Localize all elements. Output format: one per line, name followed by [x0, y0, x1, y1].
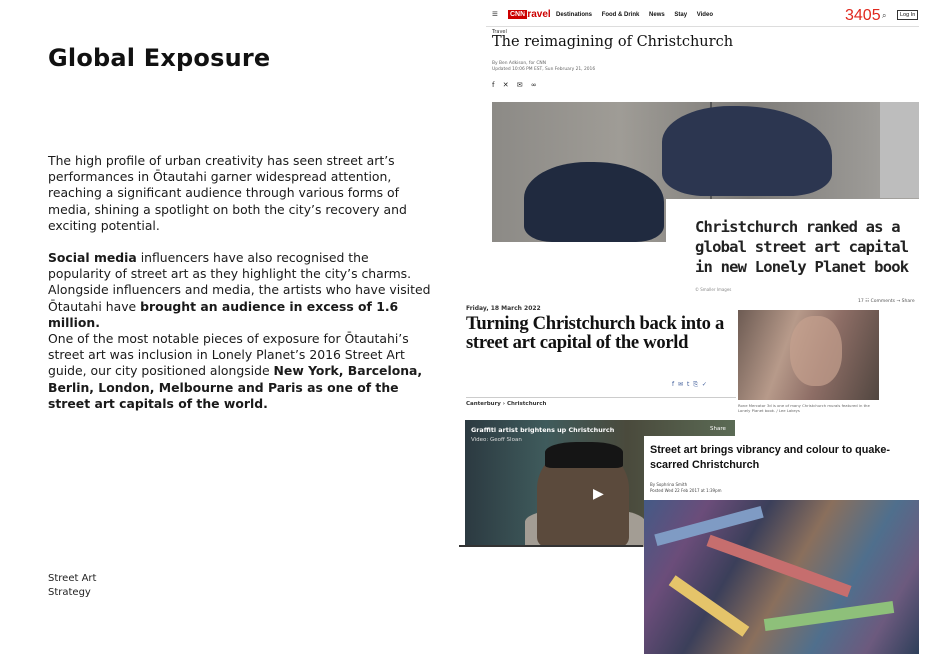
- stuff-author: By Sophrina Smith: [650, 482, 688, 487]
- woman-mural-photo: [738, 310, 879, 400]
- social-media-lead: Social media: [48, 250, 137, 265]
- mural-stripe: [706, 535, 851, 598]
- lonely-planet-headline: Christchurch ranked as a global street art capital in new Lonely Planet book: [695, 218, 909, 276]
- play-icon: ▶: [593, 486, 604, 502]
- mural-article-clipping: [738, 296, 920, 418]
- stuff-article-clipping: [644, 436, 919, 654]
- mural-face-image: [790, 316, 842, 386]
- nav-news: News: [649, 12, 665, 18]
- share-icons: f ✕ ✉ ∞: [492, 81, 540, 89]
- video-progress-bar: [459, 545, 643, 547]
- social-media-paragraph: [48, 250, 432, 331]
- footer-line-1: Street Art: [48, 573, 97, 584]
- colourful-mural-photo: [644, 500, 919, 654]
- press-headline: Turning Christchurch back into a street art capital of the world: [466, 313, 725, 353]
- login-button: Log In: [897, 10, 918, 20]
- press-article-clipping: [458, 297, 740, 417]
- mural-stripe: [669, 575, 750, 636]
- video-credit: Video: Geoff Sloan: [471, 437, 522, 443]
- nav-destinations: Destinations: [556, 12, 593, 18]
- lonely-planet-paragraph: [48, 331, 432, 412]
- cnn-section-name: travel: [524, 9, 551, 20]
- stuff-headline: Street art brings vibrancy and colour to quake-scarred Christchurch: [650, 444, 890, 471]
- menu-icon: ≡: [492, 9, 498, 20]
- artist-cap-image: [545, 442, 623, 468]
- page-number: 3405: [845, 7, 881, 24]
- elephant-left-image: [524, 162, 664, 242]
- footer-line-2: Strategy: [48, 587, 91, 598]
- page-title: Global Exposure: [48, 44, 271, 72]
- capitals-highlight: New York, Barcelona, Berlin, London, Melbourne and Paris as one of the street art capitals of the world.: [48, 363, 423, 411]
- lonely-planet-text: One of the most notable pieces of exposure for Ōtautahi’s street art was inclusion in Lonely Planet’s 2016 Street Art guide, our city positioned alongside: [48, 331, 409, 379]
- cnn-byline: [492, 61, 595, 73]
- photo-caption: Rone Mercator 3d is one of many Christchurch murals featured in the Lonely Planet book. / Lee Lakeys: [738, 403, 870, 413]
- audience-highlight: brought an audience in excess of 1.6 million.: [48, 298, 399, 330]
- intro-paragraph: The high profile of urban creativity has seen street art’s performances in Ōtautahi garner widespread attention, reaching a significant audience through various forms of media, shining a spotlight on both the city’s recovery and exciting potential.: [48, 153, 407, 233]
- video-title: Graffiti artist brightens up Christchurch: [471, 426, 615, 434]
- cnn-navbar: [486, 6, 919, 27]
- press-share-icons: f ✉ t ⎘ ✓: [672, 381, 708, 388]
- comments-share-bar: 17 ☷ Comments → Share: [858, 299, 915, 304]
- cnn-nav-links: [556, 12, 721, 18]
- cnn-author: By Ben Adkison, for CNN: [492, 61, 546, 66]
- nav-food-drink: Food & Drink: [601, 12, 640, 18]
- nav-stay: Stay: [674, 12, 688, 18]
- search-icon: ⌕: [882, 11, 887, 20]
- press-date: Friday, 18 March 2022: [466, 305, 541, 312]
- stuff-byline: [650, 482, 722, 494]
- video-share-button: Share: [710, 426, 726, 432]
- cnn-headline: The reimagining of Christchurch: [492, 34, 734, 50]
- lonely-planet-credit: © Smaller Images: [695, 287, 732, 292]
- footer-label: [48, 572, 96, 600]
- elephant-right-image: [662, 106, 832, 196]
- social-media-text: influencers have also recognised the popularity of street art as they highlight the city’s charms. Alongside influencers and media, the artists who have visited Ōtautahi have: [48, 250, 431, 314]
- cnn-kicker: Travel: [492, 29, 507, 35]
- divider: [466, 397, 736, 398]
- cnn-logo: CNN: [510, 11, 526, 18]
- mural-stripe: [764, 601, 894, 631]
- lonely-planet-clipping: [666, 199, 926, 295]
- grey-panel: [880, 102, 919, 198]
- breadcrumb: Canterbury › Christchurch: [466, 401, 547, 407]
- cnn-updated: Updated 10:06 PM EST, Sun February 21, 2016: [492, 67, 596, 72]
- nav-video: Video: [696, 12, 713, 18]
- stuff-posted: Posted Wed 22 Feb 2017 at 1:39pm: [650, 488, 722, 493]
